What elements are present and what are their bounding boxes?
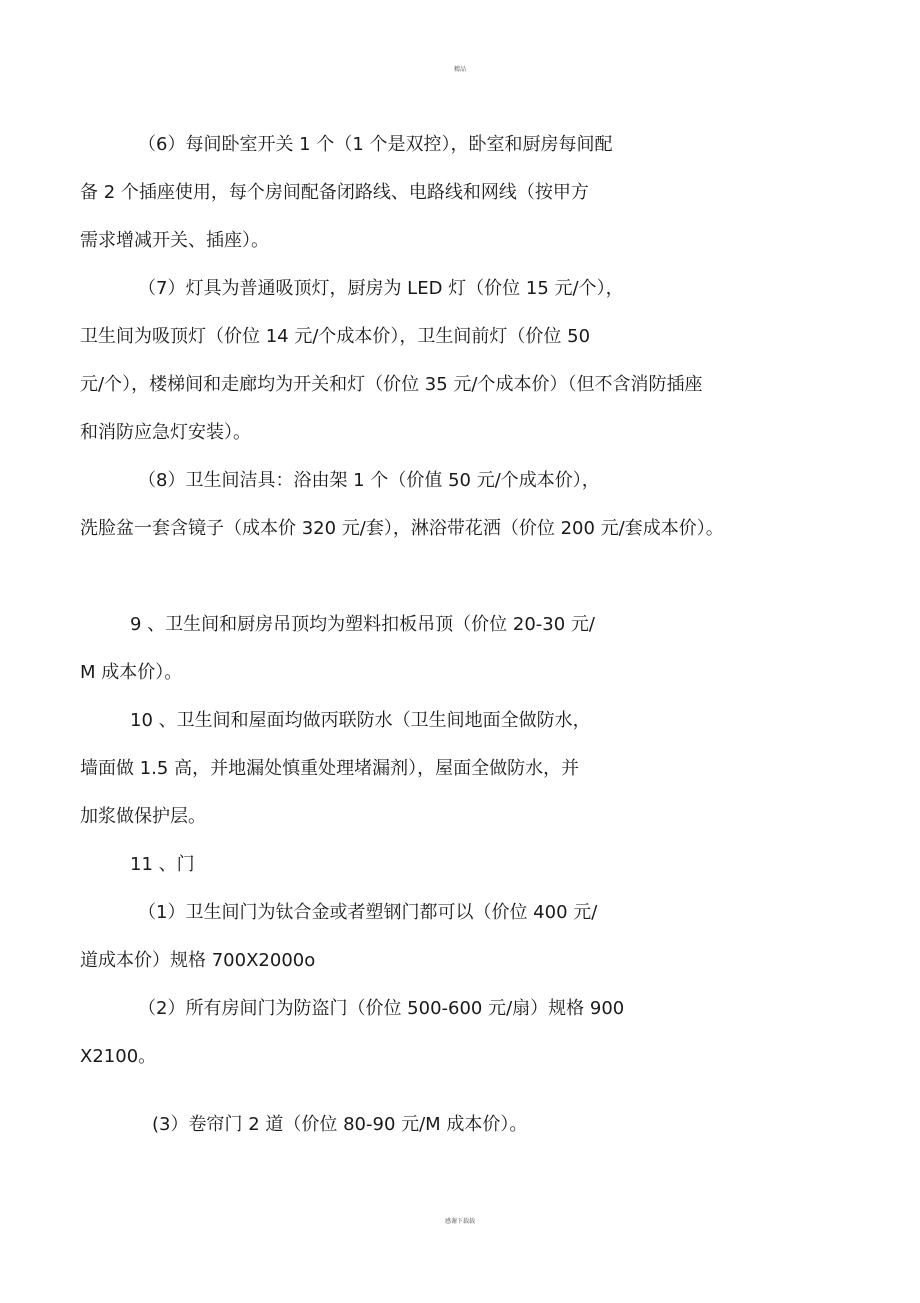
text-line-door2a: （2）所有房间门为防盗门（价位 500-600 元/扇）规格 900	[138, 998, 625, 1019]
text-line-door3: (3）卷帘门 2 道（价位 80-90 元/M 成本价）。	[152, 1114, 528, 1135]
text-line-6b: 备 2 个插座使用，每个房间配备闭路线、电路线和网线（按甲方	[80, 182, 589, 203]
text-line-10b: 墙面做 1.5 高，并地漏处慎重处理堵漏剂），屋面全做防水，并	[80, 758, 580, 779]
text-line-10a: 10 、卫生间和屋面均做丙联防水（卫生间地面全做防水，	[130, 710, 591, 731]
text-line-8b: 洗脸盆一套含镜子（成本价 320 元/套），淋浴带花洒（价位 200 元/套成本价）。	[80, 518, 724, 539]
text-line-9a: 9 、卫生间和厨房吊顶均为塑料扣板吊顶（价位 20-30 元/	[130, 614, 595, 635]
text-line-door2b: X2100。	[80, 1046, 157, 1067]
text-line-9b: M 成本价）。	[80, 662, 183, 683]
footer-watermark: 感谢下载载	[444, 1218, 475, 1225]
text-line-door1a: （1）卫生间门为钛合金或者塑钢门都可以（价位 400 元/	[138, 902, 598, 923]
text-line-10c: 加浆做保护层。	[80, 806, 206, 827]
text-line-7d: 和消防应急灯安装）。	[80, 422, 251, 443]
header-watermark: 精品	[453, 66, 466, 73]
text-line-door1b: 道成本价）规格 700X2000o	[80, 950, 316, 971]
text-line-8a: （8）卫生间洁具：浴由架 1 个（价值 50 元/个成本价），	[138, 470, 600, 491]
text-line-7a: （7）灯具为普通吸顶灯，厨房为 LED 灯（价位 15 元/个），	[138, 278, 624, 299]
text-line-7c: 元/个），楼梯间和走廊均为开关和灯（价位 35 元/个成本价）（但不含消防插座	[80, 374, 703, 395]
text-line-7b: 卫生间为吸顶灯（价位 14 元/个成本价），卫生间前灯（价位 50	[80, 326, 591, 347]
text-line-6a: （6）每间卧室开关 1 个（1 个是双控），卧室和厨房每间配	[138, 134, 613, 155]
text-line-6c: 需求增减开关、插座）。	[80, 230, 269, 251]
section-heading-doors: 11 、门	[130, 854, 195, 875]
